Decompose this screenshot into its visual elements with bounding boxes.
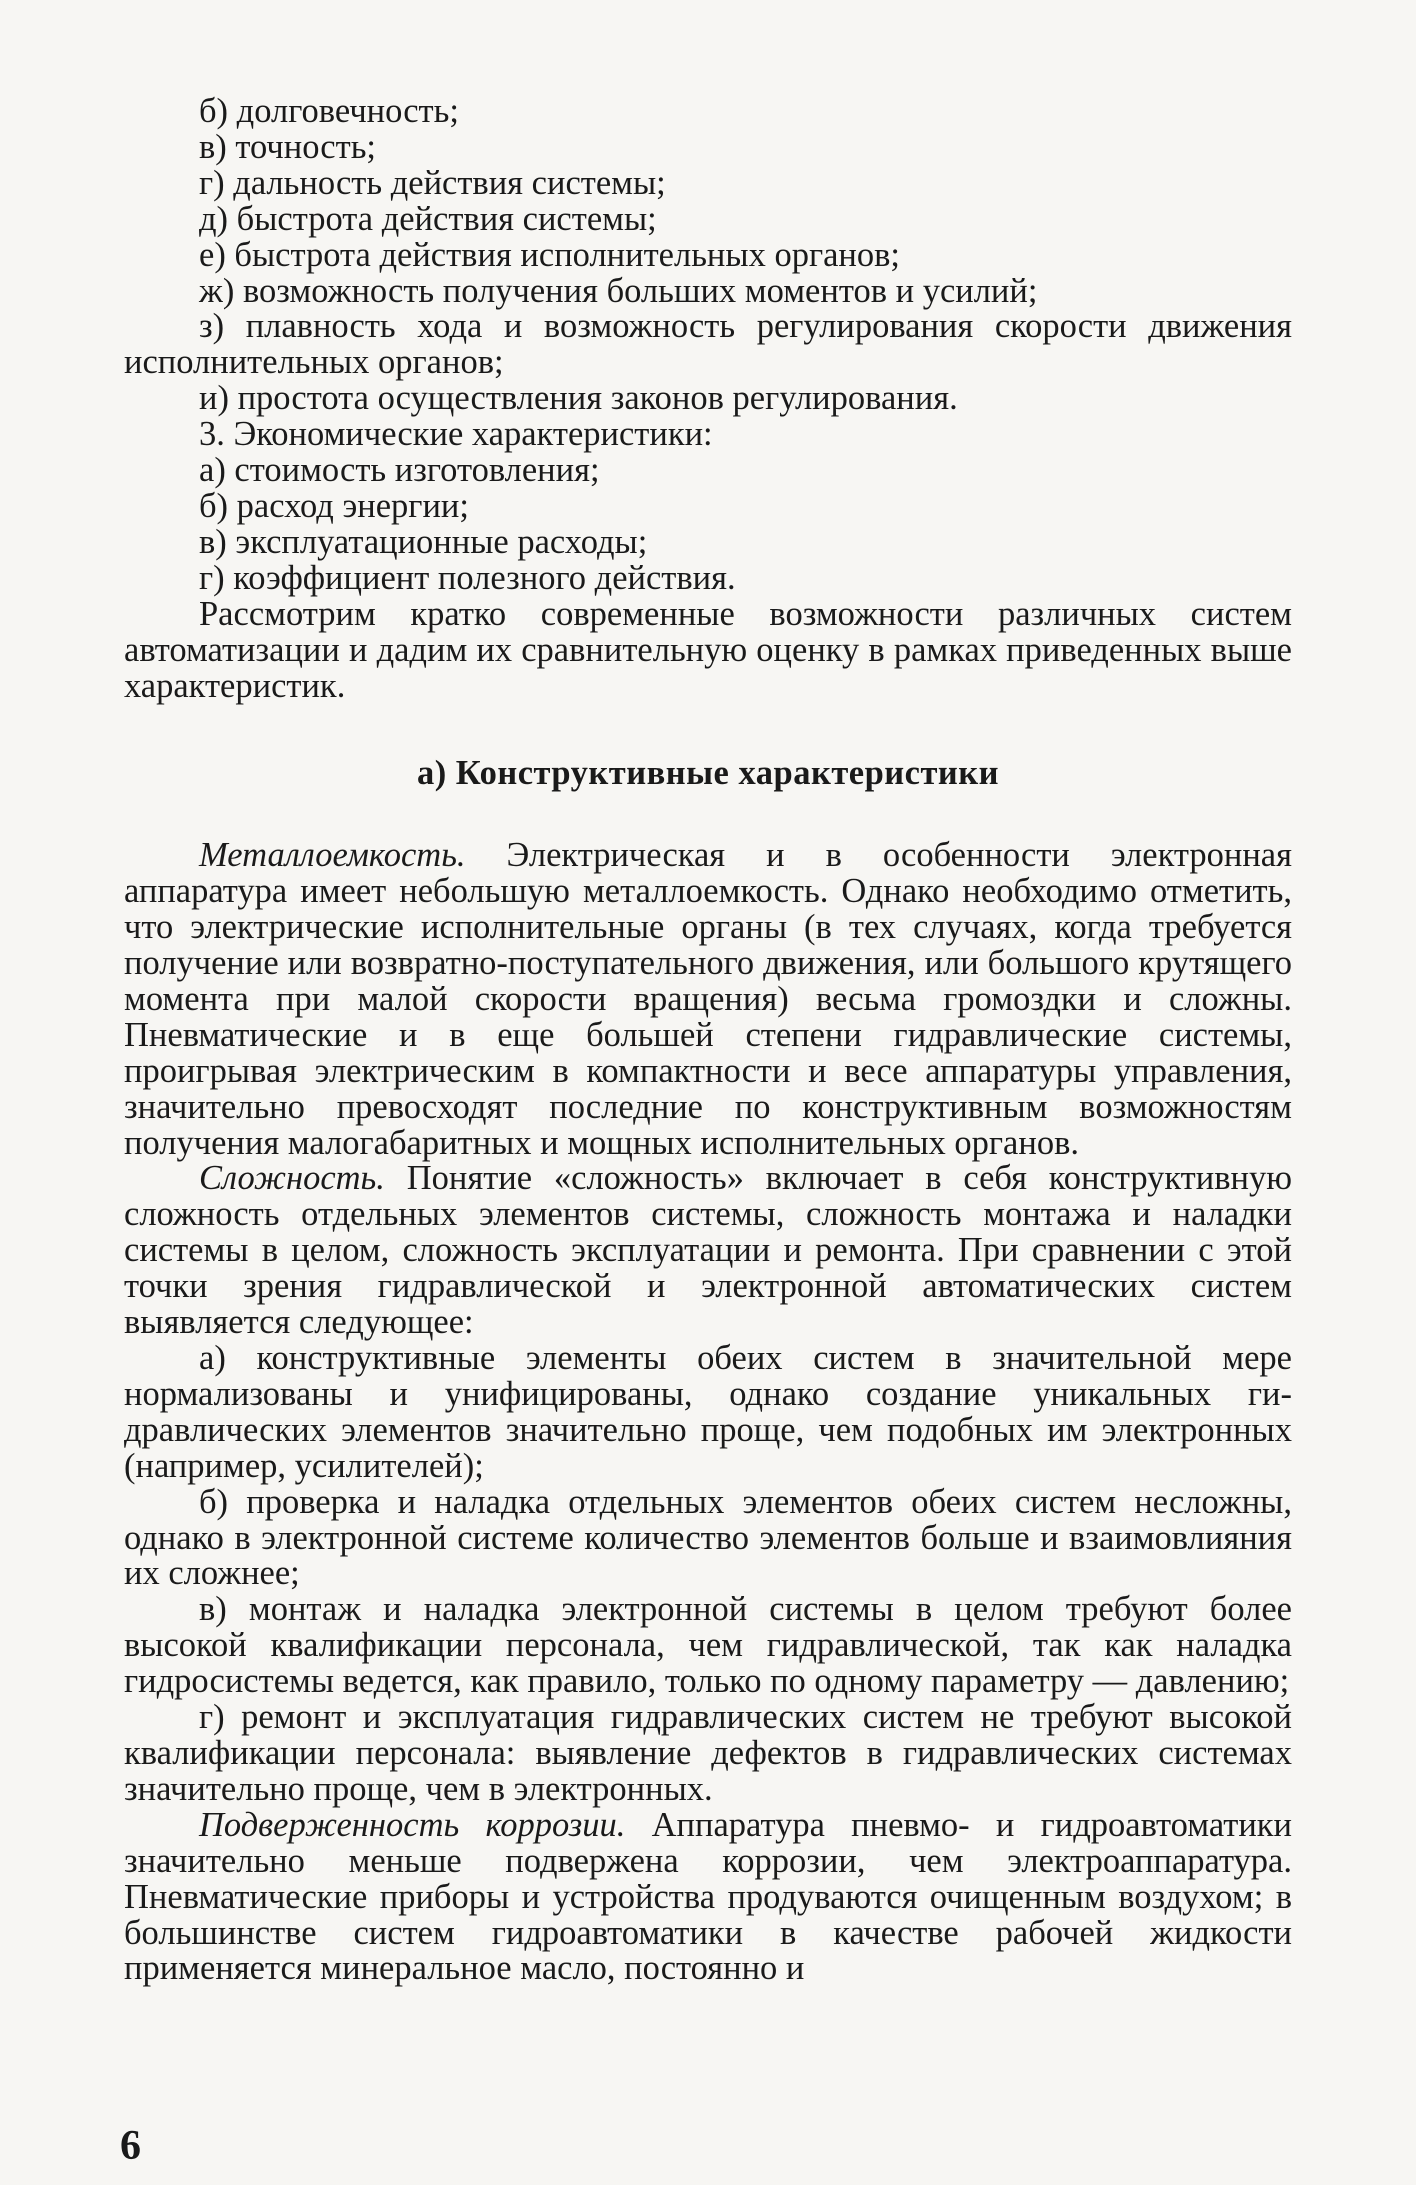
- list-item: а) стоимость изготовления;: [199, 451, 600, 490]
- intro-paragraph: Рассмотрим кратко современные возможности различных систем автоматизации и дадим их сравнительную оценку в рамках приведенных выше характеристик.: [124, 594, 1292, 705]
- list-item: и) простота осуществления законов регулирования.: [199, 379, 958, 418]
- complexity-text: Понятие «сложность» включает в себя конструктивную сложность отдельных элементов системы, сложность монтажа и наладки системы в целом, сложность эксплуатации и ремонта. При сравнении с этой точки зрения гидравлической и электронной автоматических систем выявляется следующее:: [124, 1159, 1292, 1342]
- corrosion-text: Аппаратура пневмо- и гидроавтоматики значительно меньше подвержена коррозии, чем электроаппаратура. Пневматические приборы и устройства продуваются очищенным воздухом; в большинстве систем гидроавтоматики в качестве рабочей жидкости применяется минеральное масло, постоянно и: [124, 1805, 1293, 1988]
- list-item: в) эксплуатационные расходы;: [199, 522, 648, 561]
- list-item: в) монтаж и наладка электронной системы в целом требуют более высокой квалификации персонала, чем гидравлической, так как наладка гидросистемы ведется, как правило, только по одному параметру — давлению;: [124, 1590, 1292, 1701]
- complexity-paragraph: [124, 1161, 1292, 1341]
- list-item: г) дальность действия системы;: [199, 163, 666, 202]
- section-heading: а) Конструктивные характеристики: [416, 754, 1000, 793]
- list-item: д) быстрота действия системы;: [199, 199, 657, 238]
- page-number: 6: [120, 2123, 141, 2169]
- list-item: а) конструктивные элементы обеих систем в значительной мере нормализованы и унифицированы, однако создание уникальных гидравлических элементов значительно проще, чем подобных им электронных (например, усилителей);: [124, 1339, 1292, 1485]
- section-title: 3. Экономические характеристики:: [199, 415, 713, 454]
- corrosion-paragraph: [124, 1805, 1293, 1988]
- metal-paragraph: [124, 838, 1292, 1161]
- list-item: г) коэффициент полезного действия.: [199, 558, 736, 597]
- metal-text: Электрическая и в особенности электронная аппаратура имеет небольшую металлоемкость. Однако необходимо отметить, что электрические исполнительные органы (в тех случаях, когда требуется получение или возвратно-поступательного движения, или большого крутящего момента при малой скорости вращения) весьма громоздки и сложны. Пневматические и в еще большей степени гидравлические системы, проигрывая электрическим в компактности и весе аппаратуры управления, значительно превосходят последние по конструктивным возможностям получения малогабаритных и мощных исполнительных органов.: [124, 836, 1292, 1162]
- list-item: е) быстрота действия исполнительных органов;: [199, 235, 901, 274]
- list-item: з) плавность хода и возможность регулирования скорости движения исполнительных органов;: [124, 307, 1292, 382]
- list-item: г) ремонт и эксплуатация гидравлических систем не требуют высокой квалификации персонала: выявление дефектов в гидравлических системах значительно проще, чем в электронных.: [124, 1698, 1292, 1808]
- list-item: б) долговечность;: [199, 92, 459, 130]
- metal-term: Металлоемкость.: [199, 836, 466, 875]
- list-item: ж) возможность получения больших моментов и усилий;: [199, 271, 1038, 310]
- document-page: [124, 94, 1292, 1987]
- list-item: б) проверка и наладка отдельных элементов обеих систем несложны, однако в электронной системе количество элементов больше и взаимовлияния их сложнее;: [124, 1482, 1292, 1593]
- list-item: в) точность;: [199, 127, 377, 166]
- list-item: б) расход энергии;: [199, 486, 469, 525]
- corrosion-term: Подверженность коррозии.: [199, 1805, 626, 1844]
- complexity-term: Сложность.: [199, 1159, 385, 1198]
